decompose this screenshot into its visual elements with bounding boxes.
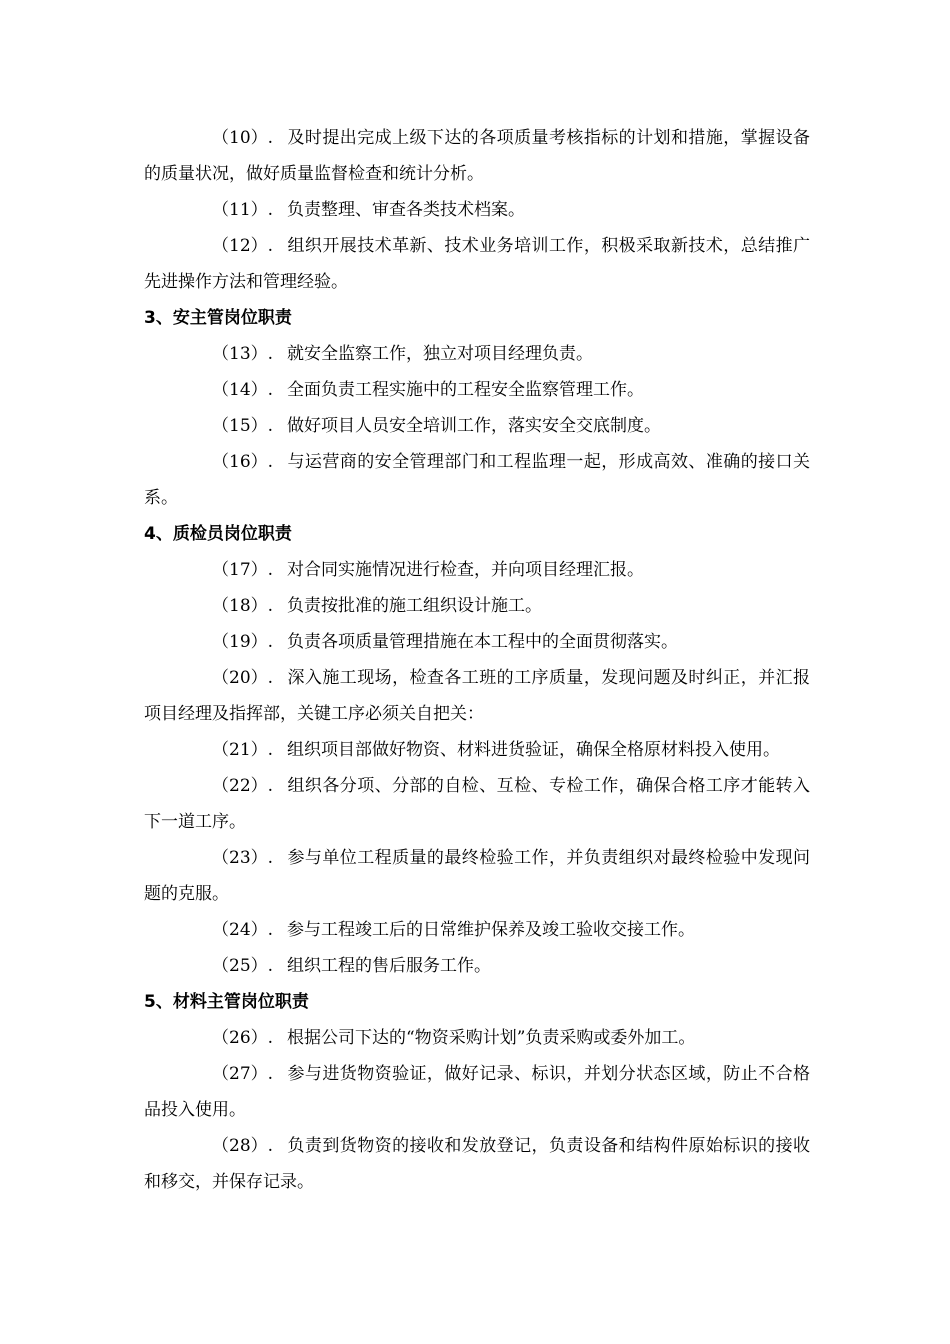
item-text: 参与进货物资验证，做好记录、标识，并划分状态区域，防止不合格品投入使用。 bbox=[144, 1064, 810, 1120]
item-number: （15）. bbox=[212, 416, 274, 436]
item-number: （27）. bbox=[212, 1064, 274, 1084]
duty-item-11 bbox=[144, 192, 810, 228]
item-text: 负责到货物资的接收和发放登记，负责设备和结构件原始标识的接收和移交，并保存记录。 bbox=[144, 1136, 810, 1192]
item-number: （25）. bbox=[212, 956, 274, 976]
item-text: 对合同实施情况进行检查，并向项目经理汇报。 bbox=[287, 560, 645, 580]
item-number: （19）. bbox=[212, 632, 274, 652]
item-number: （12）. bbox=[212, 236, 274, 256]
item-text: 参与工程竣工后的日常维护保养及竣工验收交接工作。 bbox=[287, 920, 696, 940]
item-text: 与运营商的安全管理部门和工程监理一起，形成高效、准确的接口关系。 bbox=[144, 452, 810, 508]
duty-item-27 bbox=[144, 1056, 810, 1128]
item-number: （17）. bbox=[212, 560, 274, 580]
duty-item-25 bbox=[144, 948, 810, 984]
item-number: （23）. bbox=[212, 848, 274, 868]
duty-item-15 bbox=[144, 408, 810, 444]
duty-item-13 bbox=[144, 336, 810, 372]
item-text: 根据公司下达的“物资采购计划”负责采购或委外加工。 bbox=[287, 1028, 696, 1048]
item-number: （13）. bbox=[212, 344, 274, 364]
item-number: （24）. bbox=[212, 920, 274, 940]
duty-item-22 bbox=[144, 768, 810, 840]
item-text: 组织工程的售后服务工作。 bbox=[287, 956, 492, 976]
duty-item-12 bbox=[144, 228, 810, 300]
duty-item-19 bbox=[144, 624, 810, 660]
duty-item-14 bbox=[144, 372, 810, 408]
section-heading-quality-inspector: 4、质检员岗位职责 bbox=[144, 524, 292, 544]
item-number: （20）. bbox=[212, 668, 274, 688]
item-text: 组织各分项、分部的自检、互检、专检工作，确保合格工序才能转入下一道工序。 bbox=[144, 776, 810, 832]
item-number: （28）. bbox=[212, 1136, 274, 1156]
document-body bbox=[144, 120, 810, 1200]
item-text: 组织开展技术革新、技术业务培训工作，积极采取新技术，总结推广先进操作方法和管理经验。 bbox=[144, 236, 810, 292]
section-heading-materials-manager: 5、材料主管岗位职责 bbox=[144, 992, 309, 1012]
duty-item-20 bbox=[144, 660, 810, 732]
item-number: （18）. bbox=[212, 596, 274, 616]
item-number: （10）. bbox=[212, 128, 274, 148]
item-text: 深入施工现场，检查各工班的工序质量，发现问题及时纠正，并汇报项目经理及指挥部，关键工序必须关自把关： bbox=[144, 668, 810, 724]
duty-item-17 bbox=[144, 552, 810, 588]
item-text: 组织项目部做好物资、材料进货验证，确保全格原材料投入使用。 bbox=[287, 740, 781, 760]
item-text: 负责各项质量管理措施在本工程中的全面贯彻落实。 bbox=[287, 632, 679, 652]
item-text: 全面负责工程实施中的工程安全监察管理工作。 bbox=[287, 380, 645, 400]
duty-item-10 bbox=[144, 120, 810, 192]
item-text: 参与单位工程质量的最终检验工作，并负责组织对最终检验中发现问题的克服。 bbox=[144, 848, 810, 904]
item-text: 及时提出完成上级下达的各项质量考核指标的计划和措施，掌握设备的质量状况，做好质量监督检查和统计分析。 bbox=[144, 128, 810, 184]
item-number: （11）. bbox=[212, 200, 274, 220]
duty-item-26 bbox=[144, 1020, 810, 1056]
item-number: （14）. bbox=[212, 380, 274, 400]
item-text: 负责按批准的施工组织设计施工。 bbox=[287, 596, 543, 616]
section-heading-safety-manager: 3、安主管岗位职责 bbox=[144, 308, 292, 328]
item-number: （26）. bbox=[212, 1028, 274, 1048]
duty-item-21 bbox=[144, 732, 810, 768]
item-number: （22）. bbox=[212, 776, 274, 796]
item-text: 负责整理、审查各类技术档案。 bbox=[287, 200, 526, 220]
item-number: （21）. bbox=[212, 740, 274, 760]
duty-item-18 bbox=[144, 588, 810, 624]
duty-item-28 bbox=[144, 1128, 810, 1200]
item-number: （16）. bbox=[212, 452, 274, 472]
duty-item-23 bbox=[144, 840, 810, 912]
duty-item-16 bbox=[144, 444, 810, 516]
duty-item-24 bbox=[144, 912, 810, 948]
item-text: 就安全监察工作，独立对项目经理负责。 bbox=[287, 344, 594, 364]
item-text: 做好项目人员安全培训工作，落实安全交底制度。 bbox=[287, 416, 662, 436]
